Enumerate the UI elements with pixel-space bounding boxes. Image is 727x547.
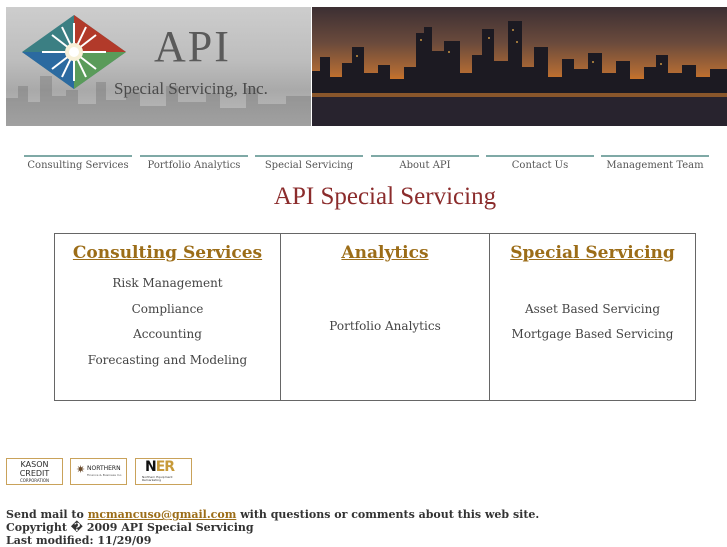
footer-email-link[interactable]: mcmancuso@gmail.com <box>87 508 237 521</box>
nav-consulting-services[interactable]: Consulting Services <box>24 155 132 175</box>
northern-star-icon: ✷ <box>76 463 86 476</box>
api-diamond-logo <box>20 13 128 91</box>
skyline-silhouette <box>312 7 727 126</box>
city-skyline-photo <box>312 7 727 126</box>
footer-last-modified: Last modified: 11/29/09 <box>6 534 152 547</box>
northern-logo-sub: Finance & Business Inc. <box>87 473 123 477</box>
link-mortgage-based-servicing[interactable]: Mortgage Based Servicing <box>511 327 674 341</box>
header-banner <box>6 7 727 126</box>
link-accounting[interactable]: Accounting <box>133 327 202 341</box>
services-grid <box>54 233 696 401</box>
heading-analytics[interactable]: Analytics <box>341 243 429 263</box>
heading-consulting-services[interactable]: Consulting Services <box>72 243 263 263</box>
link-risk-management[interactable]: Risk Management <box>112 276 223 290</box>
heading-special-servicing[interactable]: Special Servicing <box>510 243 675 263</box>
brand-name: API <box>154 22 231 71</box>
link-portfolio-analytics[interactable]: Portfolio Analytics <box>329 319 441 333</box>
nav-special-servicing[interactable]: Special Servicing <box>255 155 363 175</box>
link-compliance[interactable]: Compliance <box>131 302 204 316</box>
kason-logo-line1: KASON <box>20 460 49 469</box>
kason-logo-line3: CORPORATION <box>19 478 50 483</box>
logo-panel <box>6 7 311 126</box>
footer <box>6 508 539 547</box>
kason-logo-line2: CREDIT <box>19 469 50 478</box>
nav-management-team[interactable]: Management Team <box>601 155 709 175</box>
column-analytics <box>280 234 489 400</box>
link-forecasting-and-modeling[interactable]: Forecasting and Modeling <box>87 353 248 367</box>
northern-logo[interactable] <box>70 458 127 485</box>
ner-logo-er: ER <box>155 459 175 475</box>
page-title: API Special Servicing <box>273 183 497 210</box>
footer-contact-line <box>6 508 539 521</box>
kason-credit-logo[interactable] <box>6 458 63 485</box>
footer-send-mail-text: Send mail to <box>6 508 84 521</box>
northern-logo-name: NORTHERN <box>87 465 121 472</box>
link-asset-based-servicing[interactable]: Asset Based Servicing <box>524 302 661 316</box>
nav-contact-us[interactable]: Contact Us <box>486 155 594 175</box>
brand-subtitle: Special Servicing, Inc. <box>114 79 268 98</box>
nav-about-api[interactable]: About API <box>371 155 479 175</box>
northern-equipment-remarketing-logo[interactable] <box>135 458 192 485</box>
nav-portfolio-analytics[interactable]: Portfolio Analytics <box>140 155 248 175</box>
column-special-servicing <box>489 234 695 400</box>
main-navigation <box>24 155 714 175</box>
footer-questions-text: with questions or comments about this web site. <box>240 508 540 521</box>
column-consulting-services <box>55 234 280 400</box>
ner-logo-mark <box>145 460 174 475</box>
ner-logo-sub: Northern Equipment Remarketing <box>142 475 173 482</box>
ner-logo-n: N <box>145 459 156 475</box>
footer-copyright: Copyright � 2009 API Special Servicing <box>6 521 254 534</box>
